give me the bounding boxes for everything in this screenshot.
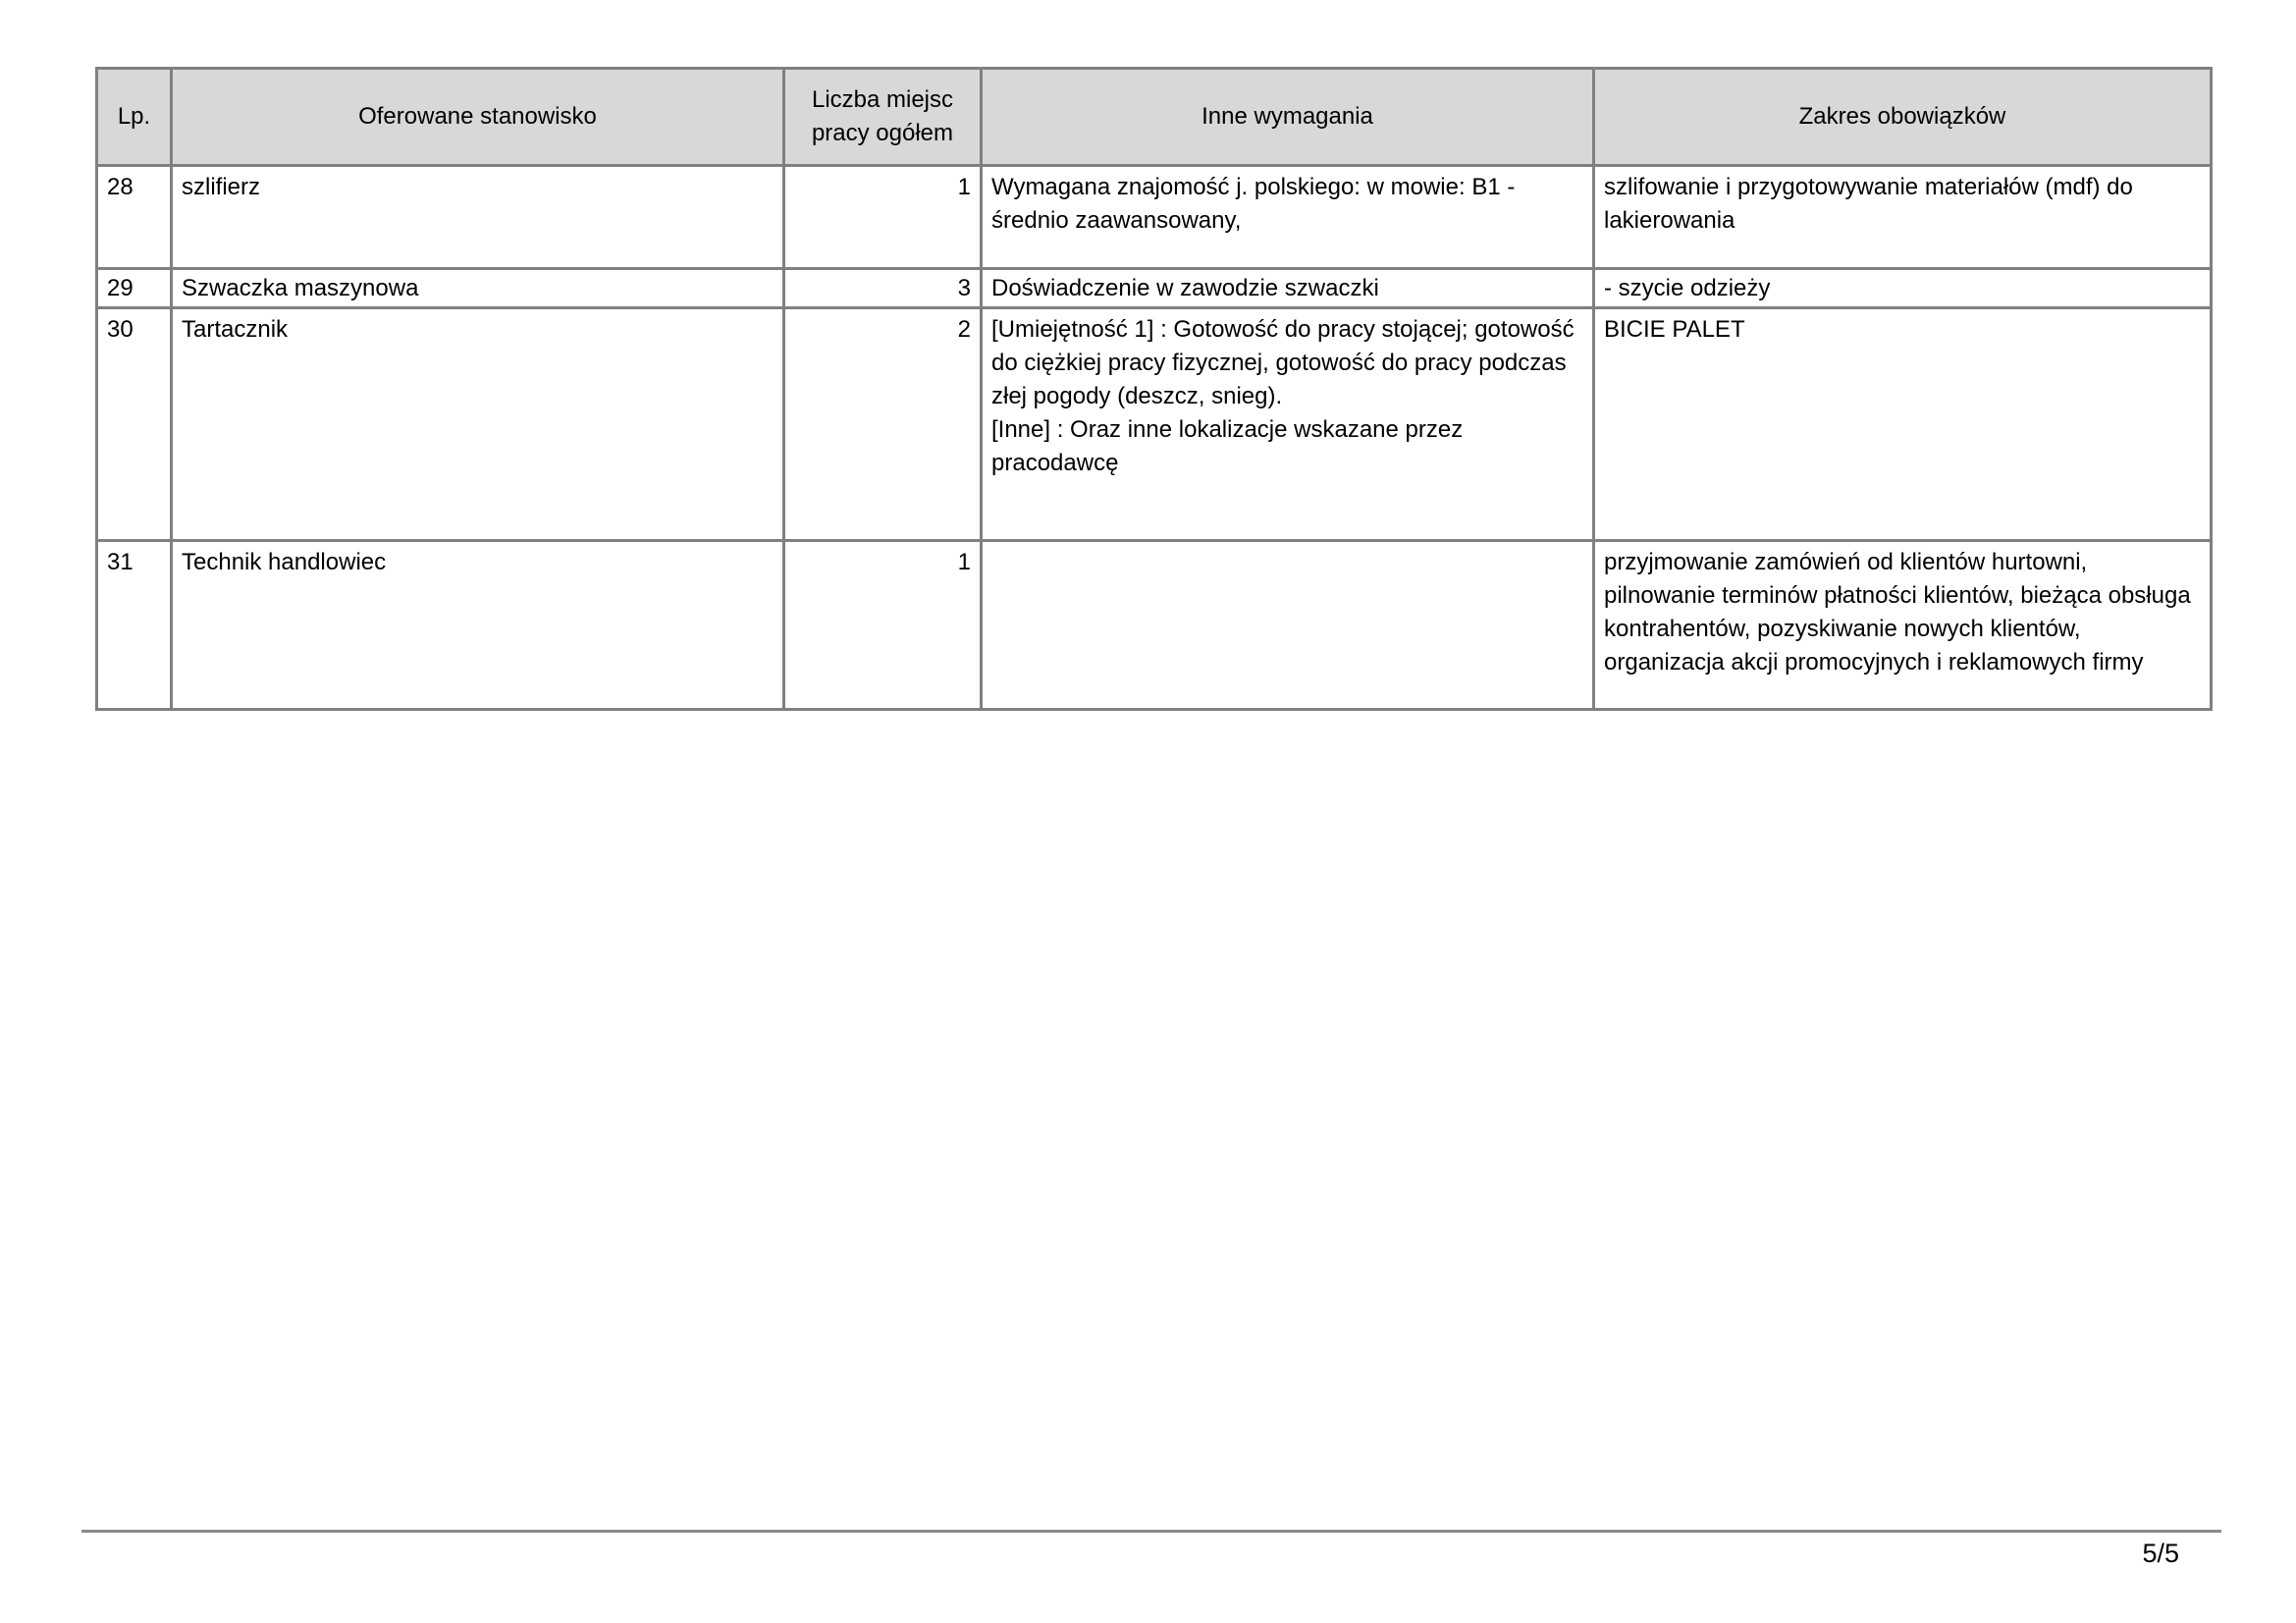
table-header-row xyxy=(97,69,2212,166)
cell-count: 2 xyxy=(784,308,982,541)
job-offers-table xyxy=(95,67,2213,711)
cell-lp: 30 xyxy=(97,308,172,541)
header-count: Liczba miejsc pracy ogółem xyxy=(784,69,982,166)
header-position: Oferowane stanowisko xyxy=(172,69,784,166)
cell-position: szlifierz xyxy=(172,166,784,269)
footer-divider xyxy=(81,1530,2221,1533)
cell-lp: 29 xyxy=(97,269,172,308)
cell-count: 1 xyxy=(784,166,982,269)
cell-position: Tartacznik xyxy=(172,308,784,541)
cell-lp: 28 xyxy=(97,166,172,269)
header-lp: Lp. xyxy=(97,69,172,166)
cell-duties: szlifowanie i przygotowywanie materiałów (mdf) do lakierowania xyxy=(1594,166,2212,269)
cell-count: 3 xyxy=(784,269,982,308)
header-requirements: Inne wymagania xyxy=(982,69,1594,166)
cell-requirements: Wymagana znajomość j. polskiego: w mowie: B1 - średnio zaawansowany, xyxy=(982,166,1594,269)
cell-requirements xyxy=(982,541,1594,710)
table-row xyxy=(97,166,2212,269)
cell-requirements: [Umiejętność 1] : Gotowość do pracy stojącej; gotowość do ciężkiej pracy fizycznej, gotowość do pracy podczas złej pogody (deszcz, snieg). [Inne] : Oraz inne lokalizacje wskazane przez pracodawcę xyxy=(982,308,1594,541)
page-number: 5/5 xyxy=(2142,1539,2179,1568)
cell-duties: przyjmowanie zamówień od klientów hurtowni, pilnowanie terminów płatności klientów, bieżąca obsługa kontrahentów, pozyskiwanie nowych klientów, organizacja akcji promocyjnych i reklamowych firmy xyxy=(1594,541,2212,710)
cell-requirements: Doświadczenie w zawodzie szwaczki xyxy=(982,269,1594,308)
table-row xyxy=(97,308,2212,541)
cell-lp: 31 xyxy=(97,541,172,710)
cell-count: 1 xyxy=(784,541,982,710)
cell-position: Technik handlowiec xyxy=(172,541,784,710)
table-row xyxy=(97,269,2212,308)
cell-duties: - szycie odzieży xyxy=(1594,269,2212,308)
table-row xyxy=(97,541,2212,710)
cell-duties: BICIE PALET xyxy=(1594,308,2212,541)
cell-position: Szwaczka maszynowa xyxy=(172,269,784,308)
header-duties: Zakres obowiązków xyxy=(1594,69,2212,166)
